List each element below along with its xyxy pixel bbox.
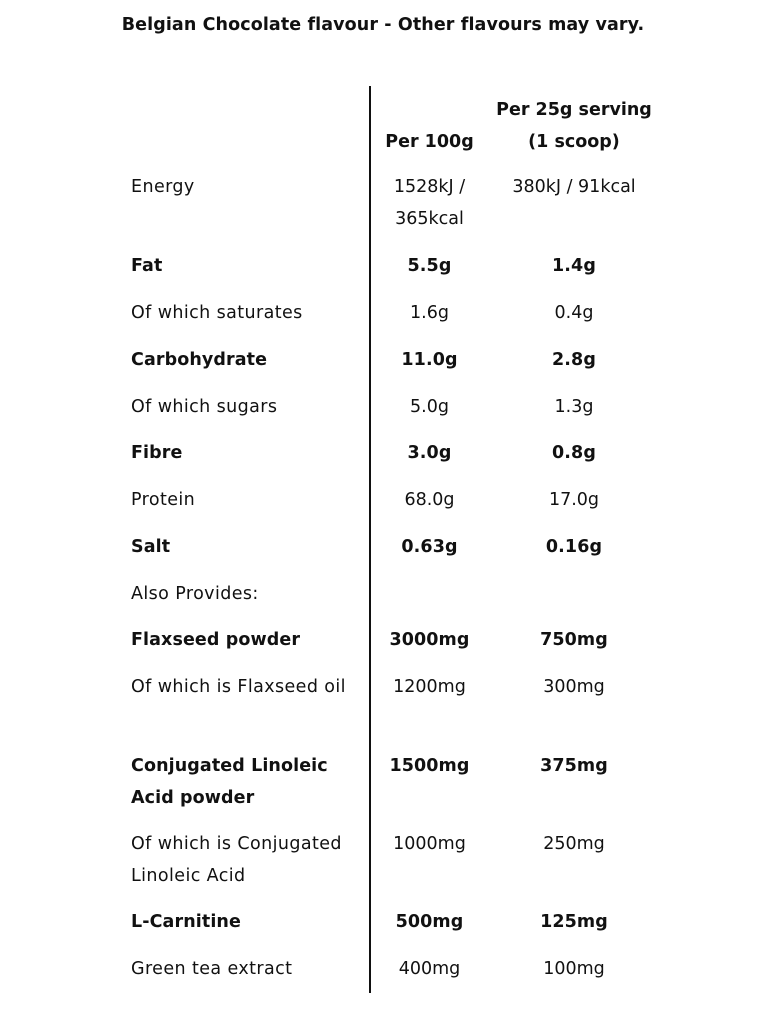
row-per-serving: 100mg xyxy=(543,959,605,979)
row-per-serving: 750mg xyxy=(540,630,608,650)
row-per-100g: 68.0g xyxy=(404,490,455,510)
row-per-serving: 2.8g xyxy=(552,350,596,370)
row-per-serving: 0.4g xyxy=(554,303,594,323)
row-per-100g: 5.5g xyxy=(407,256,452,276)
row-per-100g: 0.63g xyxy=(401,537,458,557)
row-per-100g: 5.0g xyxy=(410,397,449,417)
row-per-serving: 250mg xyxy=(543,834,605,854)
row-per-100g: 1528kJ / 365kcal xyxy=(393,177,466,229)
header-per-serving-line1: Per 25g serving xyxy=(496,100,652,120)
row-per-serving: 0.8g xyxy=(552,443,596,463)
row-label: Fat xyxy=(131,256,163,276)
row-per-100g: 1000mg xyxy=(393,834,466,854)
row-label: Conjugated Linoleic Acid powder xyxy=(131,756,328,808)
row-per-serving: 300mg xyxy=(543,677,605,697)
column-divider xyxy=(369,86,371,993)
row-per-100g: 1500mg xyxy=(389,756,470,776)
header-per-serving-line2: (1 scoop) xyxy=(528,132,620,152)
row-label: Carbohydrate xyxy=(131,350,268,370)
row-per-serving: 17.0g xyxy=(548,490,600,510)
row-per-serving: 125mg xyxy=(540,912,608,932)
row-per-serving: 380kJ / 91kcal xyxy=(512,177,636,197)
row-per-serving: 1.3g xyxy=(554,397,594,417)
row-per-serving: 1.4g xyxy=(552,256,596,276)
row-label: Also Provides: xyxy=(131,584,259,604)
row-per-100g: 1200mg xyxy=(393,677,466,697)
row-label: Of which is Conjugated Linoleic Acid xyxy=(131,834,342,886)
row-per-100g: 3.0g xyxy=(407,443,452,463)
page-title: Belgian Chocolate flavour - Other flavours may vary. xyxy=(121,15,645,35)
row-label: Salt xyxy=(131,537,171,557)
row-label: Fibre xyxy=(131,443,183,463)
row-per-100g: 11.0g xyxy=(401,350,458,370)
row-per-100g: 1.6g xyxy=(410,303,449,323)
row-label: Of which is Flaxseed oil xyxy=(131,677,346,697)
header-per-serving xyxy=(494,94,654,158)
row-per-serving: 0.16g xyxy=(545,537,603,557)
row-per-100g: 500mg xyxy=(395,912,464,932)
row-label: Flaxseed powder xyxy=(131,630,301,650)
row-label: L-Carnitine xyxy=(131,912,241,932)
row-per-serving: 375mg xyxy=(540,756,608,776)
header-per-100g: Per 100g xyxy=(385,132,474,152)
row-label: Energy xyxy=(131,177,195,197)
row-label: Green tea extract xyxy=(131,959,293,979)
row-per-100g: 3000mg xyxy=(389,630,470,650)
row-label: Of which sugars xyxy=(131,397,278,417)
row-per-100g: 400mg xyxy=(398,959,461,979)
row-label: Protein xyxy=(131,490,196,510)
row-label: Of which saturates xyxy=(131,303,303,323)
